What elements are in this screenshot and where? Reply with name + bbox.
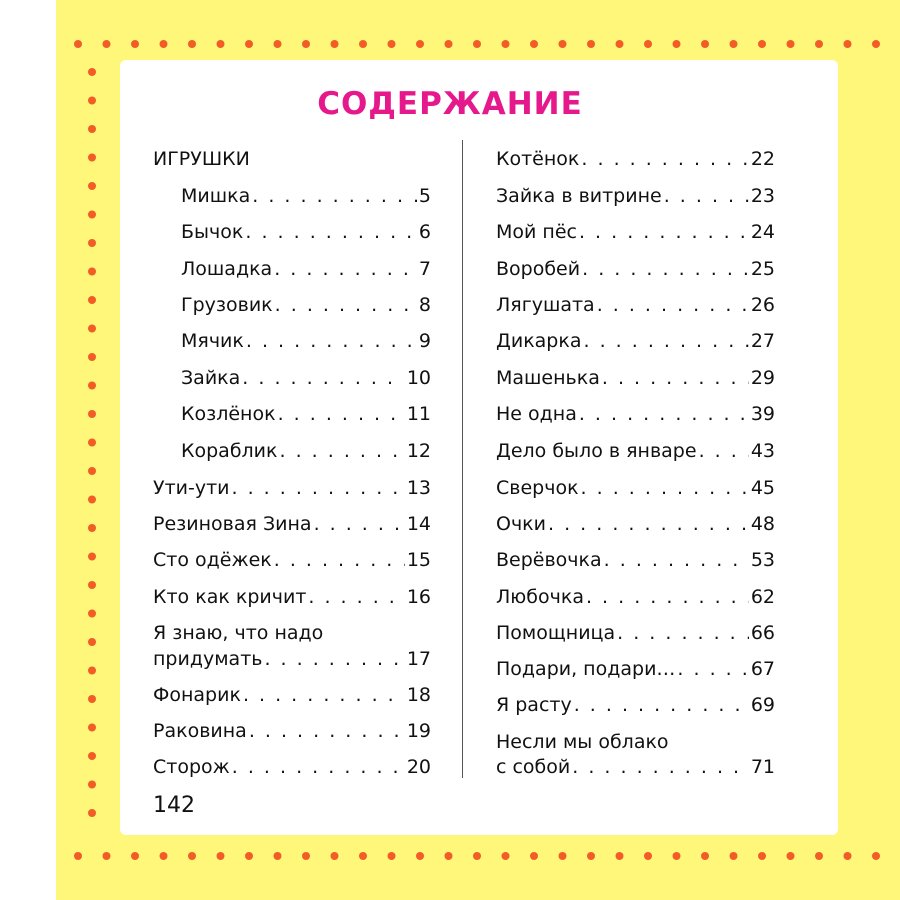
border-dot xyxy=(88,182,96,190)
entry-page: 26 xyxy=(750,294,775,316)
entry-page: 10 xyxy=(406,367,431,389)
border-dot xyxy=(445,852,453,860)
entry-title: Зайка в витрине xyxy=(496,185,662,207)
entry-page: 29 xyxy=(750,367,775,389)
toc-entry[interactable] xyxy=(496,756,775,778)
border-dot xyxy=(302,40,310,48)
toc-entry[interactable] xyxy=(181,330,431,352)
entry-title: Кто как кричит xyxy=(153,586,307,608)
entry-title: Ути-ути xyxy=(153,477,230,499)
border-dot xyxy=(88,610,96,618)
border-dot xyxy=(160,40,168,48)
entry-title: Фонарик xyxy=(153,684,241,706)
entry-page: 20 xyxy=(406,756,431,778)
border-dot xyxy=(88,325,96,333)
entry-title: Козлёнок xyxy=(181,403,276,425)
dot-leader xyxy=(582,258,749,280)
dot-leader xyxy=(264,648,404,670)
toc-entry[interactable] xyxy=(496,440,775,462)
entry-title: Котёнок xyxy=(496,148,580,170)
border-dot xyxy=(644,40,652,48)
toc-entry[interactable] xyxy=(181,185,431,207)
entry-title: Дело было в январе xyxy=(496,440,697,462)
toc-entry[interactable] xyxy=(496,694,775,716)
dot-leader xyxy=(274,549,405,571)
border-dot xyxy=(88,211,96,219)
border-dot xyxy=(758,852,766,860)
toc-entry[interactable] xyxy=(181,440,431,462)
border-dot xyxy=(103,852,111,860)
dot-leader xyxy=(572,756,749,778)
border-dot xyxy=(758,40,766,48)
border-dot xyxy=(416,852,424,860)
border-dot xyxy=(331,40,339,48)
border-dot xyxy=(872,852,880,860)
border-dot xyxy=(274,40,282,48)
entry-title: Бычок xyxy=(181,221,244,243)
border-dot xyxy=(88,296,96,304)
entry-title-line1: Я знаю, что надо xyxy=(153,622,324,644)
entry-title: Машенька xyxy=(496,367,600,389)
entry-page: 6 xyxy=(418,221,431,243)
entry-page: 9 xyxy=(418,330,431,352)
border-dot xyxy=(416,40,424,48)
dot-leader xyxy=(664,185,749,207)
border-dot xyxy=(88,496,96,504)
border-dot xyxy=(88,752,96,760)
border-dot xyxy=(131,40,139,48)
border-dot xyxy=(88,239,96,247)
page-title: СОДЕРЖАНИЕ xyxy=(317,86,583,122)
entry-title: с собой xyxy=(496,756,571,778)
border-dot xyxy=(587,40,595,48)
dot-leader xyxy=(617,622,749,644)
border-dot xyxy=(88,781,96,789)
dot-leader xyxy=(245,221,417,243)
border-dot xyxy=(217,852,225,860)
section-heading: ИГРУШКИ xyxy=(153,148,250,170)
toc-entry[interactable] xyxy=(496,294,775,316)
entry-title: Верёвочка xyxy=(496,549,602,571)
entry-title: Дикарка xyxy=(496,330,582,352)
entry-page: 23 xyxy=(750,185,775,207)
toc-entry[interactable] xyxy=(496,185,775,207)
border-dot xyxy=(388,40,396,48)
column-divider xyxy=(462,140,463,778)
entry-title: Помощница xyxy=(496,622,616,644)
toc-entry[interactable] xyxy=(153,720,431,742)
entry-title: Лошадка xyxy=(181,258,273,280)
entry-title-line1: Несли мы облако xyxy=(496,731,669,753)
dot-leader xyxy=(275,294,417,316)
entry-title: Подари, подари… xyxy=(496,658,676,680)
toc-entry[interactable] xyxy=(153,549,431,571)
entry-page: 48 xyxy=(750,513,775,535)
entry-page: 24 xyxy=(750,221,775,243)
border-dot xyxy=(217,40,225,48)
toc-entry[interactable] xyxy=(181,403,431,425)
dot-leader xyxy=(232,756,405,778)
toc-entry[interactable] xyxy=(153,477,431,499)
border-dot xyxy=(160,852,168,860)
border-dot xyxy=(88,695,96,703)
dot-leader xyxy=(274,258,417,280)
entry-page: 25 xyxy=(750,258,775,280)
entry-page: 27 xyxy=(750,330,775,352)
border-dot xyxy=(88,68,96,76)
dot-leader xyxy=(581,477,749,499)
border-dot xyxy=(844,40,852,48)
entry-title: Сверчок xyxy=(496,477,579,499)
entry-page: 7 xyxy=(418,258,431,280)
border-dot xyxy=(587,852,595,860)
border-dot xyxy=(872,40,880,48)
border-dot xyxy=(131,852,139,860)
toc-entry[interactable] xyxy=(153,684,431,706)
entry-title: Кораблик xyxy=(181,440,278,462)
border-dot xyxy=(644,852,652,860)
dot-leader xyxy=(249,720,405,742)
entry-page: 18 xyxy=(406,684,431,706)
border-dot xyxy=(88,410,96,418)
border-dot xyxy=(673,40,681,48)
entry-title: Резиновая Зина xyxy=(153,513,312,535)
entry-title: Мячик xyxy=(181,330,244,352)
toc-entry[interactable] xyxy=(181,221,431,243)
entry-page: 11 xyxy=(406,403,431,425)
entry-page: 45 xyxy=(750,477,775,499)
toc-entry[interactable] xyxy=(496,330,775,352)
toc-entry[interactable] xyxy=(496,367,775,389)
entry-page: 71 xyxy=(750,756,775,778)
dot-leader xyxy=(280,440,405,462)
entry-page: 43 xyxy=(750,440,775,462)
border-dot xyxy=(74,852,82,860)
border-dot xyxy=(245,40,253,48)
toc-entry[interactable] xyxy=(496,148,775,170)
dot-leader xyxy=(579,403,749,425)
entry-title: Воробей xyxy=(496,258,581,280)
dot-leader xyxy=(602,367,749,389)
toc-entry[interactable] xyxy=(496,403,775,425)
entry-title: Мишка xyxy=(181,185,251,207)
border-dot xyxy=(88,553,96,561)
entry-page: 62 xyxy=(750,586,775,608)
border-dot xyxy=(559,40,567,48)
entry-page: 39 xyxy=(750,403,775,425)
border-dot xyxy=(88,154,96,162)
toc-entry[interactable] xyxy=(496,549,775,571)
toc-entry[interactable] xyxy=(181,294,431,316)
dot-leader xyxy=(699,440,749,462)
border-dot xyxy=(844,852,852,860)
toc-entry[interactable] xyxy=(153,756,431,778)
toc-entry[interactable] xyxy=(496,258,775,280)
border-dot xyxy=(88,524,96,532)
entry-page: 22 xyxy=(750,148,775,170)
border-dot xyxy=(88,125,96,133)
border-dot xyxy=(88,809,96,817)
dot-leader xyxy=(597,294,749,316)
border-dot xyxy=(473,852,481,860)
border-dot xyxy=(331,852,339,860)
entry-title: Очки xyxy=(496,513,547,535)
dot-leader xyxy=(246,330,417,352)
toc-entry[interactable] xyxy=(496,221,775,243)
border-dot xyxy=(616,40,624,48)
toc-entry[interactable] xyxy=(496,658,775,680)
border-dot xyxy=(88,382,96,390)
border-dot xyxy=(359,852,367,860)
toc-entry[interactable] xyxy=(181,258,431,280)
entry-page: 17 xyxy=(406,648,431,670)
border-dot xyxy=(701,852,709,860)
dot-leader xyxy=(308,586,404,608)
dot-leader xyxy=(584,330,749,352)
border-dot xyxy=(530,852,538,860)
entry-page: 12 xyxy=(406,440,431,462)
border-dot xyxy=(74,40,82,48)
border-dot xyxy=(88,581,96,589)
entry-title: Зайка xyxy=(181,367,241,389)
toc-entry[interactable] xyxy=(181,367,431,389)
border-dot xyxy=(88,353,96,361)
entry-title: Грузовик xyxy=(181,294,273,316)
border-dot xyxy=(88,268,96,276)
border-dot xyxy=(388,852,396,860)
entry-page: 13 xyxy=(406,477,431,499)
entry-page: 14 xyxy=(406,513,431,535)
border-dot xyxy=(359,40,367,48)
dot-leader xyxy=(252,185,417,207)
toc-entry[interactable] xyxy=(153,513,431,535)
entry-title: Любочка xyxy=(496,586,584,608)
border-dot xyxy=(445,40,453,48)
border-dot xyxy=(188,40,196,48)
border-dot xyxy=(616,852,624,860)
dot-leader xyxy=(314,513,405,535)
dot-leader xyxy=(232,477,405,499)
dot-leader xyxy=(586,586,749,608)
border-dot xyxy=(302,852,310,860)
border-dot xyxy=(502,852,510,860)
border-dot xyxy=(88,667,96,675)
border-dot xyxy=(559,852,567,860)
entry-title: Сто одёжек xyxy=(153,549,272,571)
entry-page: 53 xyxy=(750,549,775,571)
dot-leader xyxy=(579,221,749,243)
border-dot xyxy=(815,852,823,860)
dot-leader xyxy=(574,694,749,716)
dot-leader xyxy=(278,403,405,425)
entry-page: 15 xyxy=(406,549,431,571)
border-dot xyxy=(701,40,709,48)
toc-entry[interactable] xyxy=(153,648,431,670)
entry-page: 66 xyxy=(750,622,775,644)
entry-page: 5 xyxy=(418,185,431,207)
dot-leader xyxy=(581,148,748,170)
border-dot xyxy=(530,40,538,48)
border-dot xyxy=(787,40,795,48)
border-dot xyxy=(88,439,96,447)
entry-title: Не одна xyxy=(496,403,577,425)
dot-leader xyxy=(677,658,748,680)
dot-leader xyxy=(242,367,405,389)
toc-entry[interactable] xyxy=(496,477,775,499)
entry-title: Я расту xyxy=(496,694,572,716)
page-number: 142 xyxy=(153,793,195,818)
entry-title: Раковина xyxy=(153,720,247,742)
toc-entry[interactable] xyxy=(496,513,775,535)
border-dot xyxy=(188,852,196,860)
border-dot xyxy=(88,638,96,646)
border-dot xyxy=(245,852,253,860)
border-dot xyxy=(787,852,795,860)
dot-leader xyxy=(243,684,405,706)
entry-page: 67 xyxy=(750,658,775,680)
border-dot xyxy=(502,40,510,48)
border-dot xyxy=(103,40,111,48)
border-dot xyxy=(815,40,823,48)
entry-title: Лягушата xyxy=(496,294,595,316)
border-dot xyxy=(473,40,481,48)
border-dot xyxy=(88,467,96,475)
border-dot xyxy=(730,852,738,860)
border-dot xyxy=(88,724,96,732)
entry-title: придумать xyxy=(153,648,263,670)
entry-page: 16 xyxy=(406,586,431,608)
entry-title: Сторож xyxy=(153,756,230,778)
toc-entry[interactable] xyxy=(153,586,431,608)
border-dot xyxy=(673,852,681,860)
toc-entry[interactable] xyxy=(496,622,775,644)
entry-title: Мой пёс xyxy=(496,221,577,243)
border-dot xyxy=(730,40,738,48)
entry-page: 19 xyxy=(406,720,431,742)
border-dot xyxy=(274,852,282,860)
dot-leader xyxy=(548,513,749,535)
toc-entry[interactable] xyxy=(496,586,775,608)
entry-page: 69 xyxy=(750,694,775,716)
dot-leader xyxy=(604,549,749,571)
entry-page: 8 xyxy=(418,294,431,316)
